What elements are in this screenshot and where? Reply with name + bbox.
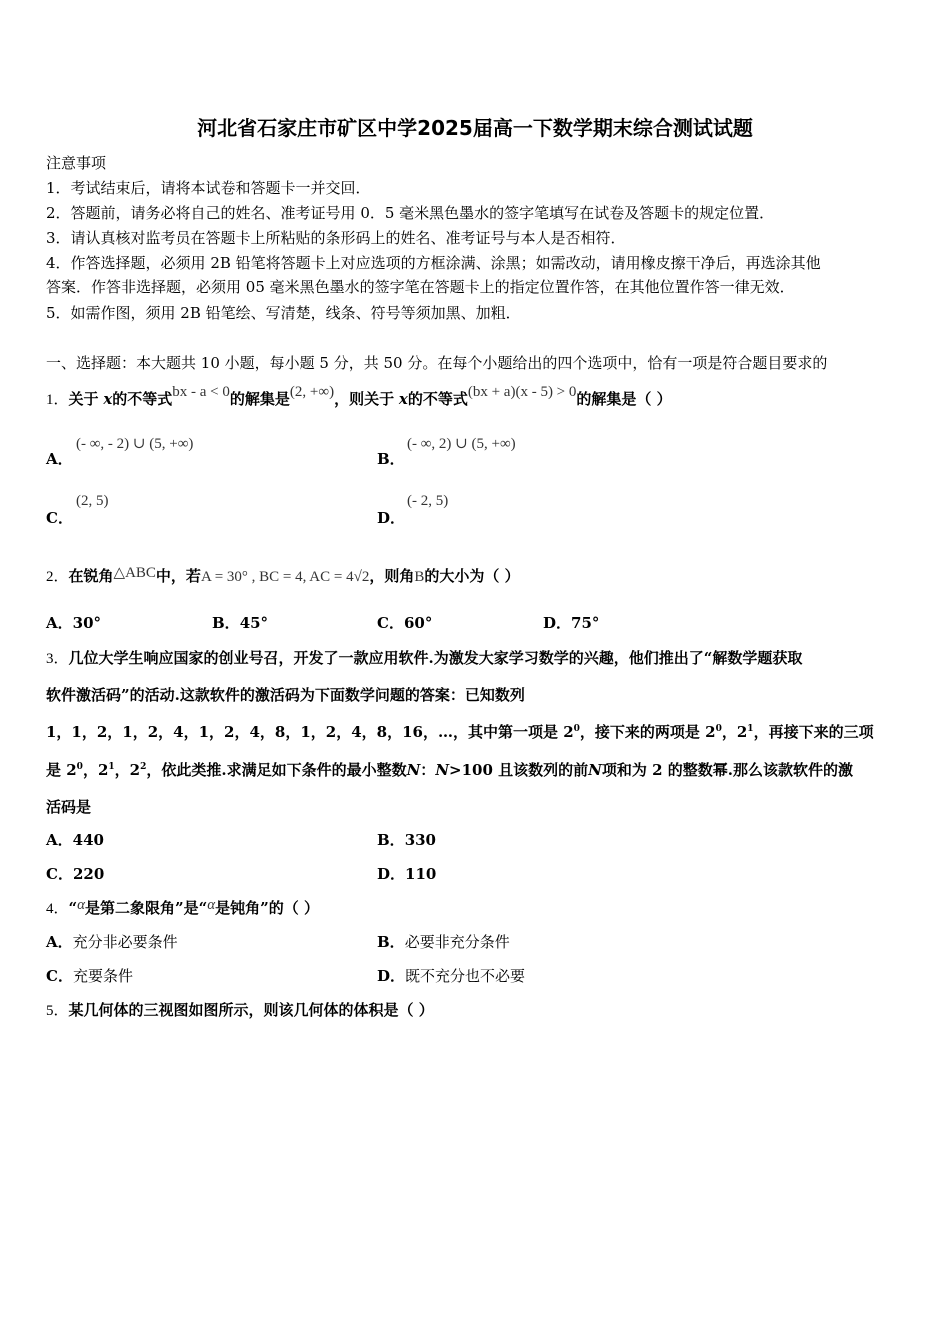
- option-c[interactable]: C．: [46, 509, 73, 527]
- notice-item: 答案．作答非选择题，必须用 05 毫米黑色墨水的签字笔在答题卡上的指定位置作答，在其他位置作答一律无效．: [46, 278, 795, 296]
- section-heading: 一、选择题：本大题共 10 小题，每小题 5 分，共 50 分。在每个小题给出的四个选项中，恰有一项是符合题目要求的: [46, 354, 828, 372]
- question-2: 2．在锐角△ABC中，若A = 30° , BC = 4, AC = 4√2，则角B的大小为（ ）: [46, 565, 520, 585]
- page-title: 河北省石家庄市矿区中学2025届高一下数学期末综合测试试题: [197, 116, 753, 140]
- option-a-value: (- ∞, - 2) ∪ (5, +∞): [76, 436, 194, 452]
- notice-item: 3．请认真核对监考员在答题卡上所粘贴的条形码上的姓名、准考证号与本人是否相符．: [46, 229, 626, 247]
- notice-item: 2．答题前，请务必将自己的姓名、准考证号用 0．5 毫米黑色墨水的签字笔填写在试卷及答题卡的规定位置．: [46, 204, 775, 222]
- option-a[interactable]: A．30°: [46, 614, 102, 632]
- inequality: bx - a < 0: [172, 384, 230, 400]
- option-d-value: (- 2, 5): [407, 493, 449, 509]
- option-b-value: (- ∞, 2) ∪ (5, +∞): [407, 436, 516, 452]
- option-b[interactable]: B．: [377, 450, 405, 468]
- question-4: 4．“α是第二象限角”是“α是钝角”的（ ）: [46, 897, 320, 917]
- triangle: △ABC: [113, 565, 156, 581]
- notice-heading: 注意事项: [46, 154, 107, 172]
- inequality: (bx + a)(x - 5) > 0: [467, 384, 577, 400]
- question-number: 1．: [46, 392, 69, 408]
- option-d[interactable]: D．既不充分也不必要: [377, 967, 526, 985]
- option-c[interactable]: C．60°: [377, 614, 433, 632]
- option-a[interactable]: A．440: [46, 831, 104, 849]
- question-3-line: 1，1，2，1，2，4，1，2，4，8，1，2，4，8，16，…，其中第一项是 $2^0$，接下来的两项是 $2^0$，$2^1$，再接下来的三项: [46, 723, 874, 741]
- notice-item: 4．作答选择题，必须用 2B 铅笔将答题卡上对应选项的方框涂满、涂黑；如需改动，请用橡皮擦干净后，再选涂其他: [46, 254, 821, 272]
- question-3-line: 活码是: [46, 798, 92, 816]
- option-d[interactable]: D．110: [377, 865, 437, 883]
- option-a[interactable]: A．: [46, 450, 73, 468]
- option-c[interactable]: C．220: [46, 865, 105, 883]
- option-b[interactable]: B．必要非充分条件: [377, 933, 510, 951]
- notice-item: 1．考试结束后，请将本试卷和答题卡一并交回．: [46, 179, 371, 197]
- question-3-line: 是 $2^0$，$2^1$，$2^2$，依此类推.求满足如下条件的最小整数N：N>100 且该数列的前N项和为 2 的整数幂.那么该款软件的激: [46, 761, 853, 779]
- option-c-value: (2, 5): [76, 493, 109, 509]
- notice-item: 5．如需作图，须用 2B 铅笔绘、写清楚，线条、符号等须加黑、加粗．: [46, 304, 521, 322]
- question-1: 1．关于 x的不等式bx - a < 0的解集是(2, +∞)，则关于 x的不等式(bx + a)(x - 5) > 0的解集是（ ）: [46, 384, 672, 408]
- condition: A = 30° , BC = 4, AC = 4√2: [200, 569, 370, 585]
- option-a[interactable]: A．充分非必要条件: [46, 933, 178, 951]
- option-b[interactable]: B．45°: [212, 614, 269, 632]
- option-b[interactable]: B．330: [377, 831, 436, 849]
- question-3-line: 软件激活码”的活动.这款软件的激活码为下面数学问题的答案：已知数列: [46, 686, 525, 704]
- option-d[interactable]: D．75°: [543, 614, 600, 632]
- option-c[interactable]: C．充要条件: [46, 967, 133, 985]
- question-3: 3．几位大学生响应国家的创业号召，开发了一款应用软件.为激发大家学习数学的兴趣，他们推出了“解数学题获取: [46, 649, 803, 667]
- option-d[interactable]: D．: [377, 509, 406, 527]
- solution-set: (2, +∞): [289, 384, 335, 400]
- question-5: 5．某几何体的三视图如图所示，则该几何体的体积是（ ）: [46, 1001, 434, 1019]
- question-number: 2．: [46, 569, 69, 585]
